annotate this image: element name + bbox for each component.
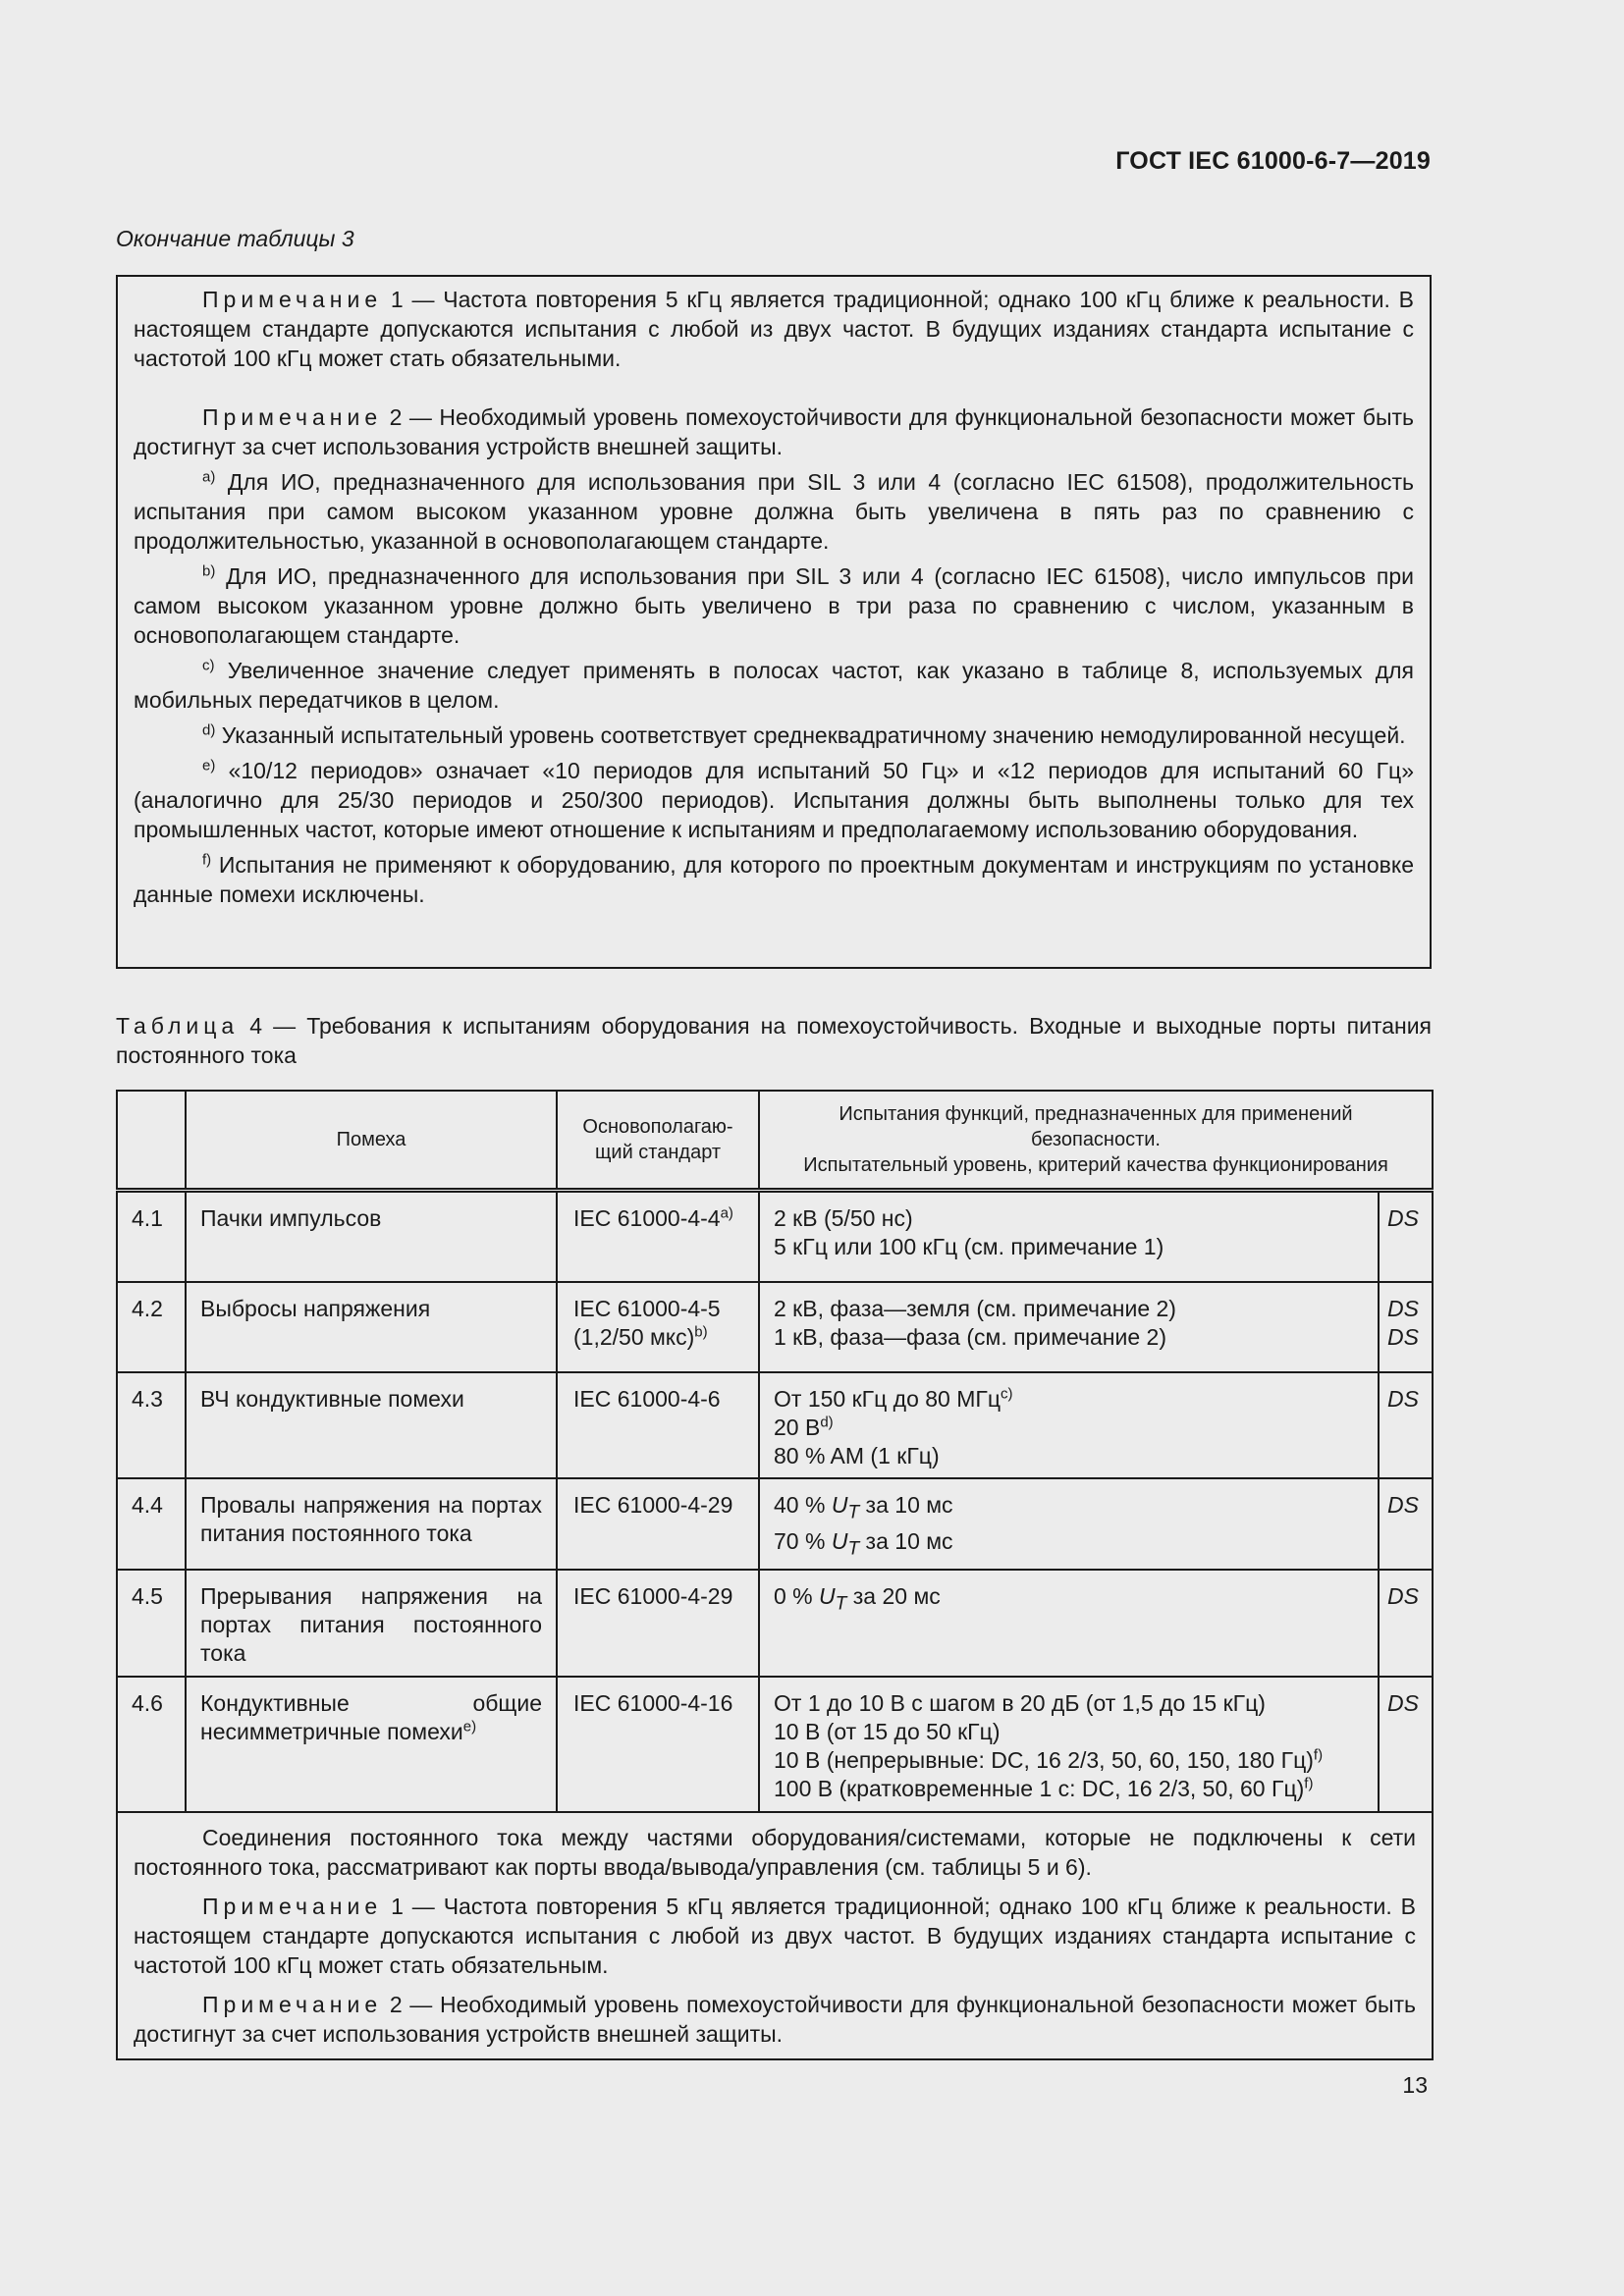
row-test-level	[759, 1282, 1379, 1372]
header-tests-line2: безопасности.	[1031, 1129, 1161, 1150]
row-criterion: DS	[1379, 1372, 1433, 1478]
footnote-mark: a)	[202, 468, 216, 486]
row-interference: Выбросы напряжения	[186, 1282, 557, 1372]
level-line: 100 В (кратковременные 1 с: DC, 16 2/3, 50, 60 Гц)	[774, 1776, 1305, 1802]
row-number: 4.5	[117, 1570, 186, 1677]
page-number: 13	[1402, 2072, 1428, 2098]
footnote-text: Испытания не применяют к оборудованию, для которого по проектным документам и инструкциям по установке данные помехи исключены.	[134, 852, 1414, 907]
footnote-c	[134, 656, 1414, 715]
row-test-level	[759, 1570, 1379, 1677]
row-standard	[557, 1191, 759, 1283]
header-standard	[557, 1091, 759, 1191]
ut-subscript: T	[835, 1593, 847, 1615]
row-criterion	[1379, 1282, 1433, 1372]
footnote-mark: e)	[202, 757, 216, 774]
row-standard	[557, 1282, 759, 1372]
header-tests-line3: Испытательный уровень, критерий качества функционирования	[803, 1154, 1388, 1176]
footnote-d	[134, 721, 1414, 750]
header-interference: Помеха	[186, 1091, 557, 1191]
footnote-mark: b)	[202, 562, 216, 580]
level-line: за 10 мс	[859, 1527, 953, 1554]
footnote-text: Указанный испытательный уровень соответствует среднеквадратичному значению немодулированной несущей.	[215, 722, 1406, 748]
standard-text: (1,2/50 мкс)	[573, 1324, 695, 1350]
footnote-ref: f)	[1313, 1746, 1324, 1764]
level-line: 70 %	[774, 1527, 832, 1554]
row-test-level	[759, 1372, 1379, 1478]
note-text: 2 — Необходимый уровень помехоустойчивости для функциональной безопасности может быть достигнут за счет использования устройств внешней защиты.	[134, 1992, 1417, 2048]
row-criterion: DS	[1379, 1677, 1433, 1812]
level-line: за 20 мс	[846, 1583, 941, 1610]
row-standard: IEC 61000-4-29	[557, 1570, 759, 1677]
ut-subscript: T	[847, 1538, 860, 1560]
row-interference: Пачки импульсов	[186, 1191, 557, 1283]
row-number: 4.1	[117, 1191, 186, 1283]
row-test-level	[759, 1677, 1379, 1812]
level-line: за 10 мс	[859, 1492, 953, 1518]
footnote-text: Для ИО, предназначенного для использования при SIL 3 или 4 (согласно IEC 61508), продолжительность испытания при самом высоком указанном уровне должна быть увеличена в пять раз по сравнению с продолжительностью, указанной в основополагающем стандарте.	[134, 469, 1414, 554]
note-label: Примечание	[202, 404, 383, 430]
footnote-mark: f)	[202, 851, 212, 869]
level-line: 10 В (непрерывные: DC, 16 2/3, 50, 60, 150, 180 Гц)	[774, 1747, 1314, 1774]
level-line: От 150 кГц до 80 МГц	[774, 1386, 1001, 1412]
footnote-ref: a)	[720, 1204, 733, 1222]
level-line: 0 %	[774, 1583, 820, 1610]
footnote-b	[134, 561, 1414, 650]
footnote-ref: c)	[1001, 1385, 1013, 1403]
row-interference: ВЧ кондуктивные помехи	[186, 1372, 557, 1478]
row-standard: IEC 61000-4-6	[557, 1372, 759, 1478]
note-label: Примечание	[202, 287, 383, 312]
table-row	[117, 1677, 1433, 1812]
footnote-e	[134, 756, 1414, 844]
footnote-f	[134, 850, 1414, 909]
footnote-ref: b)	[694, 1323, 708, 1341]
table-header-row	[117, 1091, 1433, 1191]
note-label: Примечание	[202, 1894, 383, 1920]
ut-symbol: U	[819, 1583, 836, 1610]
document-code: ГОСТ IEC 61000-6-7—2019	[1115, 147, 1431, 175]
header-number	[117, 1091, 186, 1191]
level-line: От 1 до 10 В с шагом в 20 дБ (от 1,5 до 15 кГц)	[774, 1690, 1266, 1717]
footer-note-2	[134, 1990, 1416, 2049]
table4-caption	[116, 1011, 1432, 1070]
row-standard: IEC 61000-4-29	[557, 1478, 759, 1570]
level-line: 2 кВ (5/50 нс)	[774, 1205, 913, 1231]
note-text: 1 — Частота повторения 5 кГц является традиционной; однако 100 кГц ближе к реальности. В настоящем стандарте допускаются испытания с любой из двух частот. В будущих изданиях стандарта испытание с частотой 100 кГц может стать обязательным.	[134, 1894, 1417, 1979]
table-footer-row	[117, 1812, 1433, 2059]
row-number: 4.2	[117, 1282, 186, 1372]
table3-note-1	[134, 285, 1414, 373]
footnote-ref: d)	[820, 1414, 834, 1431]
level-line: 10 В (от 15 до 50 кГц)	[774, 1719, 1001, 1745]
table-row	[117, 1478, 1433, 1570]
standard-text: IEC 61000-4-5	[573, 1296, 721, 1321]
ut-symbol: U	[831, 1492, 848, 1518]
table-footer-notes	[117, 1812, 1433, 2059]
level-line: 5 кГц или 100 кГц (см. примечание 1)	[774, 1234, 1164, 1259]
footnote-mark: c)	[202, 657, 215, 674]
note-text: 1 — Частота повторения 5 кГц является традиционной; однако 100 кГц ближе к реальности. В настоящем стандарте допускаются испытания с любой из двух частот. В будущих изданиях стандарта испытание с частотой 100 кГц может стать обязательными.	[134, 287, 1414, 371]
standard-text: IEC 61000-4-4	[573, 1205, 721, 1231]
note-label: Примечание	[202, 1992, 383, 2018]
footnote-a	[134, 467, 1414, 556]
footnote-ref: f)	[1304, 1775, 1314, 1792]
row-interference: Провалы напряжения на портах питания постоянного тока	[186, 1478, 557, 1570]
table-caption-text: 4 — Требования к испытаниям оборудования на помехоустойчивость. Входные и выходные порты питания постоянного тока	[116, 1013, 1432, 1068]
footnote-text: Увеличенное значение следует применять в полосах частот, как указано в таблице 8, используемых для мобильных передатчиков в целом.	[134, 658, 1414, 713]
table-row	[117, 1191, 1433, 1283]
header-tests	[759, 1091, 1433, 1191]
row-number: 4.4	[117, 1478, 186, 1570]
row-interference: Прерывания напряжения на портах питания постоянного тока	[186, 1570, 557, 1677]
level-line: 80 % AM (1 кГц)	[774, 1443, 940, 1468]
table3-note-2	[134, 402, 1414, 461]
footnote-mark: d)	[202, 721, 216, 739]
row-standard: IEC 61000-4-16	[557, 1677, 759, 1812]
footnote-ref: e)	[462, 1718, 477, 1735]
footer-note-1	[134, 1892, 1416, 1980]
footer-intro: Соединения постоянного тока между частями оборудования/системами, которые не подключены к сети постоянного тока, рассматривают как порты ввода/вывода/управления (см. таблицы 5 и 6).	[134, 1825, 1417, 1881]
row-number: 4.3	[117, 1372, 186, 1478]
row-interference	[186, 1677, 557, 1812]
row-criterion: DS	[1379, 1191, 1433, 1283]
level-line: 20 В	[774, 1415, 821, 1440]
level-line: 1 кВ, фаза—фаза (см. примечание 2)	[774, 1324, 1166, 1350]
row-criterion: DS	[1379, 1570, 1433, 1677]
table3-notes-box	[116, 275, 1432, 969]
ut-symbol: U	[831, 1527, 848, 1554]
table-row	[117, 1570, 1433, 1677]
row-test-level	[759, 1478, 1379, 1570]
table-row	[117, 1372, 1433, 1478]
header-standard-line1: Основополагаю-	[582, 1116, 733, 1138]
header-standard-line2: щий стандарт	[594, 1142, 722, 1163]
ut-subscript: T	[847, 1502, 860, 1523]
row-criterion: DS	[1379, 1478, 1433, 1570]
criterion-line: DS	[1387, 1324, 1419, 1350]
table-continuation-label: Окончание таблицы 3	[116, 226, 354, 251]
table4	[116, 1090, 1434, 2060]
row-number: 4.6	[117, 1677, 186, 1812]
criterion-line: DS	[1387, 1296, 1419, 1321]
note-text: 2 — Необходимый уровень помехоустойчивости для функциональной безопасности может быть достигнут за счет использования устройств внешней защиты.	[134, 404, 1414, 459]
level-line: 2 кВ, фаза—земля (см. примечание 2)	[774, 1296, 1176, 1321]
row-test-level	[759, 1191, 1379, 1283]
footnote-text: «10/12 периодов» означает «10 периодов для испытаний 50 Гц» и «12 периодов для испытаний 60 Гц» (аналогично для 25/30 периодов и 250/300 периодов). Испытания должны быть выполнены только для тех промышленных частот, которые имеют отношение к испытаниям и предполагаемому использованию оборудования.	[134, 758, 1414, 842]
interference-text: Кондуктивные общие несимметричные помехи	[200, 1690, 542, 1745]
table-row	[117, 1282, 1433, 1372]
table-caption-label: Таблица	[116, 1013, 240, 1039]
footnote-text: Для ИО, предназначенного для использования при SIL 3 или 4 (согласно IEC 61508), число импульсов при самом высоком указанном уровне должно быть увеличено в три раза по сравнению с числом, указанным в основополагающем стандарте.	[134, 563, 1414, 648]
level-line: 40 %	[774, 1492, 832, 1518]
header-tests-line1: Испытания функций, предназначенных для применений	[839, 1103, 1353, 1125]
